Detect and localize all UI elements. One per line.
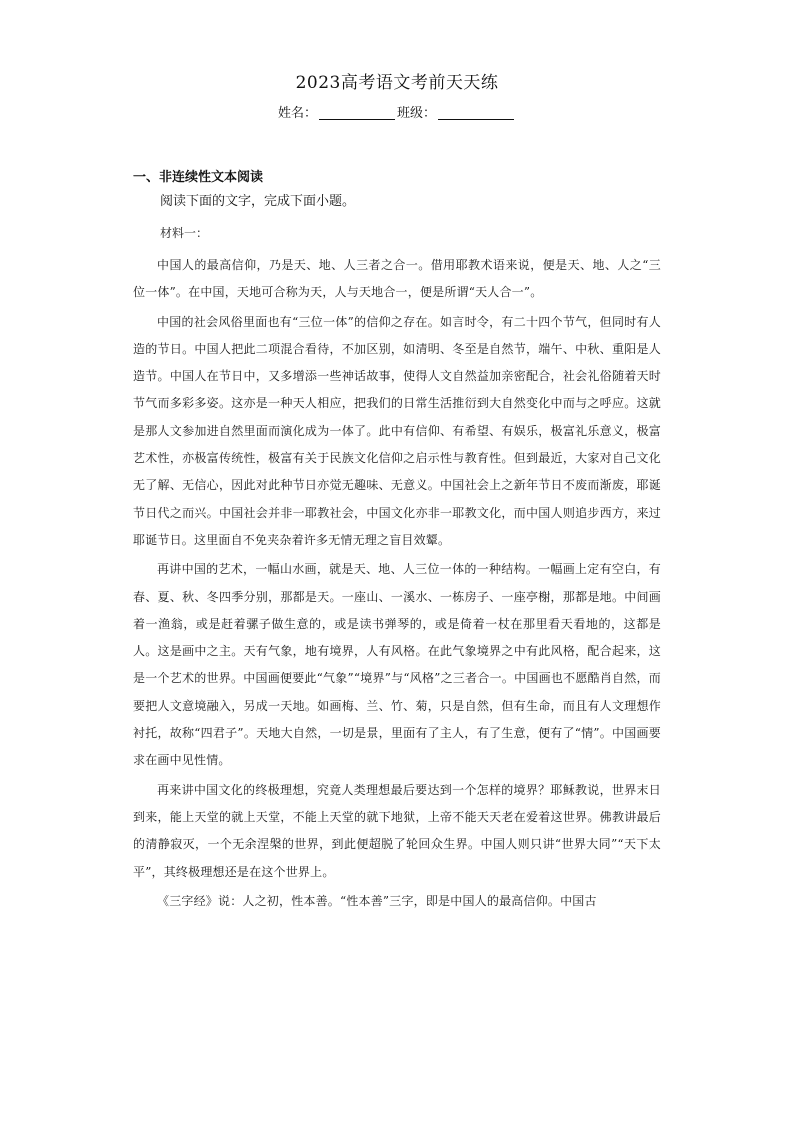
paragraph: 再来讲中国文化的终极理想，究竟人类理想最后要达到一个怎样的境界？耶稣教说，世界末日到来，能上天堂的就上天堂，不能上天堂的就下地狱，上帝不能天天老在爱着这世界。佛教讲最后的清静寂灭，一个无余涅槃的世界，到此便超脱了轮回众生界。中国人则只讲“世界大同”“天下太平”，其终极理想还是在这个世界上。 <box>133 782 661 879</box>
paragraph: 中国的社会风俗里面也有“三位一体”的信仰之存在。如言时令，有二十四个节气，但同时有人造的节日。中国人把此二项混合看待，不加区别，如清明、冬至是自然节，端午、中秋、重阳是人造节。中国人在节日中，又多增添一些神话故事，使得人文自然益加亲密配合，社会礼俗随着天时节气而多彩多姿。这亦是一种天人相应，把我们的日常生活推衍到大自然变化中而与之呼应。这就是那人文参加进自然里面而演化成为一体了。此中有信仰、有希望、有娱乐，极富礼乐意义，极富艺术性，亦极富传统性，极富有关于民族文化信仰之启示性与教育性。但到最近，大家对自己文化无了解、无信心，因此对此种节日亦觉无趣味、无意义。中国社会上之新年节日不废而渐废，耶诞节日代之而兴。中国社会并非一耶教社会，中国文化亦非一耶教文化，而中国人则追步西方，来过耶诞节日。这里面自不免夹杂着许多无情无理之盲目效颦。 <box>133 314 661 547</box>
material-label: 材料一： <box>160 226 209 240</box>
name-label: 姓名： <box>277 106 317 121</box>
reading-instruction: 阅读下面的文字，完成下面小题。 <box>160 194 356 209</box>
paragraph: 《三字经》说：人之初，性本善。“性本善”三字，即是中国人的最高信仰。中国古 <box>157 893 597 908</box>
name-blank[interactable] <box>319 105 395 120</box>
paragraph: 再讲中国的艺术，一幅山水画，就是天、地、人三位一体的一种结构。一幅画上定有空白，有春、夏、秋、冬四季分别，那都是天。一座山、一溪水、一栋房子、一座亭榭，那都是地。中间画着一渔翁，或是赶着骡子做生意的，或是读书弹琴的，或是倚着一杖在那里看天看地的，这都是人。这是画中之主。天有气象，地有境界，人有风格。在此气象境界之中有此风格，配合起来，这是一个艺术的世界。中国画便要此“气象”“境界”与“风格”之三者合一。中国画也不愿酷肖自然，而要把人文意境融入，另成一天地。如画梅、兰、竹、菊，只是自然，但有生命，而且有人文理想作衬托，故称“四君子”。天地大自然，一切是景，里面有了主人，有了生意，便有了“情”。中国画要求在画中见性情。 <box>133 562 661 768</box>
class-blank[interactable] <box>438 105 514 120</box>
reading-passage <box>133 252 661 917</box>
student-info-line <box>0 102 794 121</box>
section-heading: 一、非连续性文本阅读 <box>133 170 264 185</box>
document-title: 2023高考语文考前天天练 <box>295 73 499 93</box>
paragraph: 中国人的最高信仰，乃是天、地、人三者之合一。借用耶教术语来说，便是天、地、人之“三位一体”。在中国，天地可合称为天，人与天地合一，便是所谓“天人合一”。 <box>133 258 661 300</box>
class-label: 班级： <box>397 106 437 121</box>
